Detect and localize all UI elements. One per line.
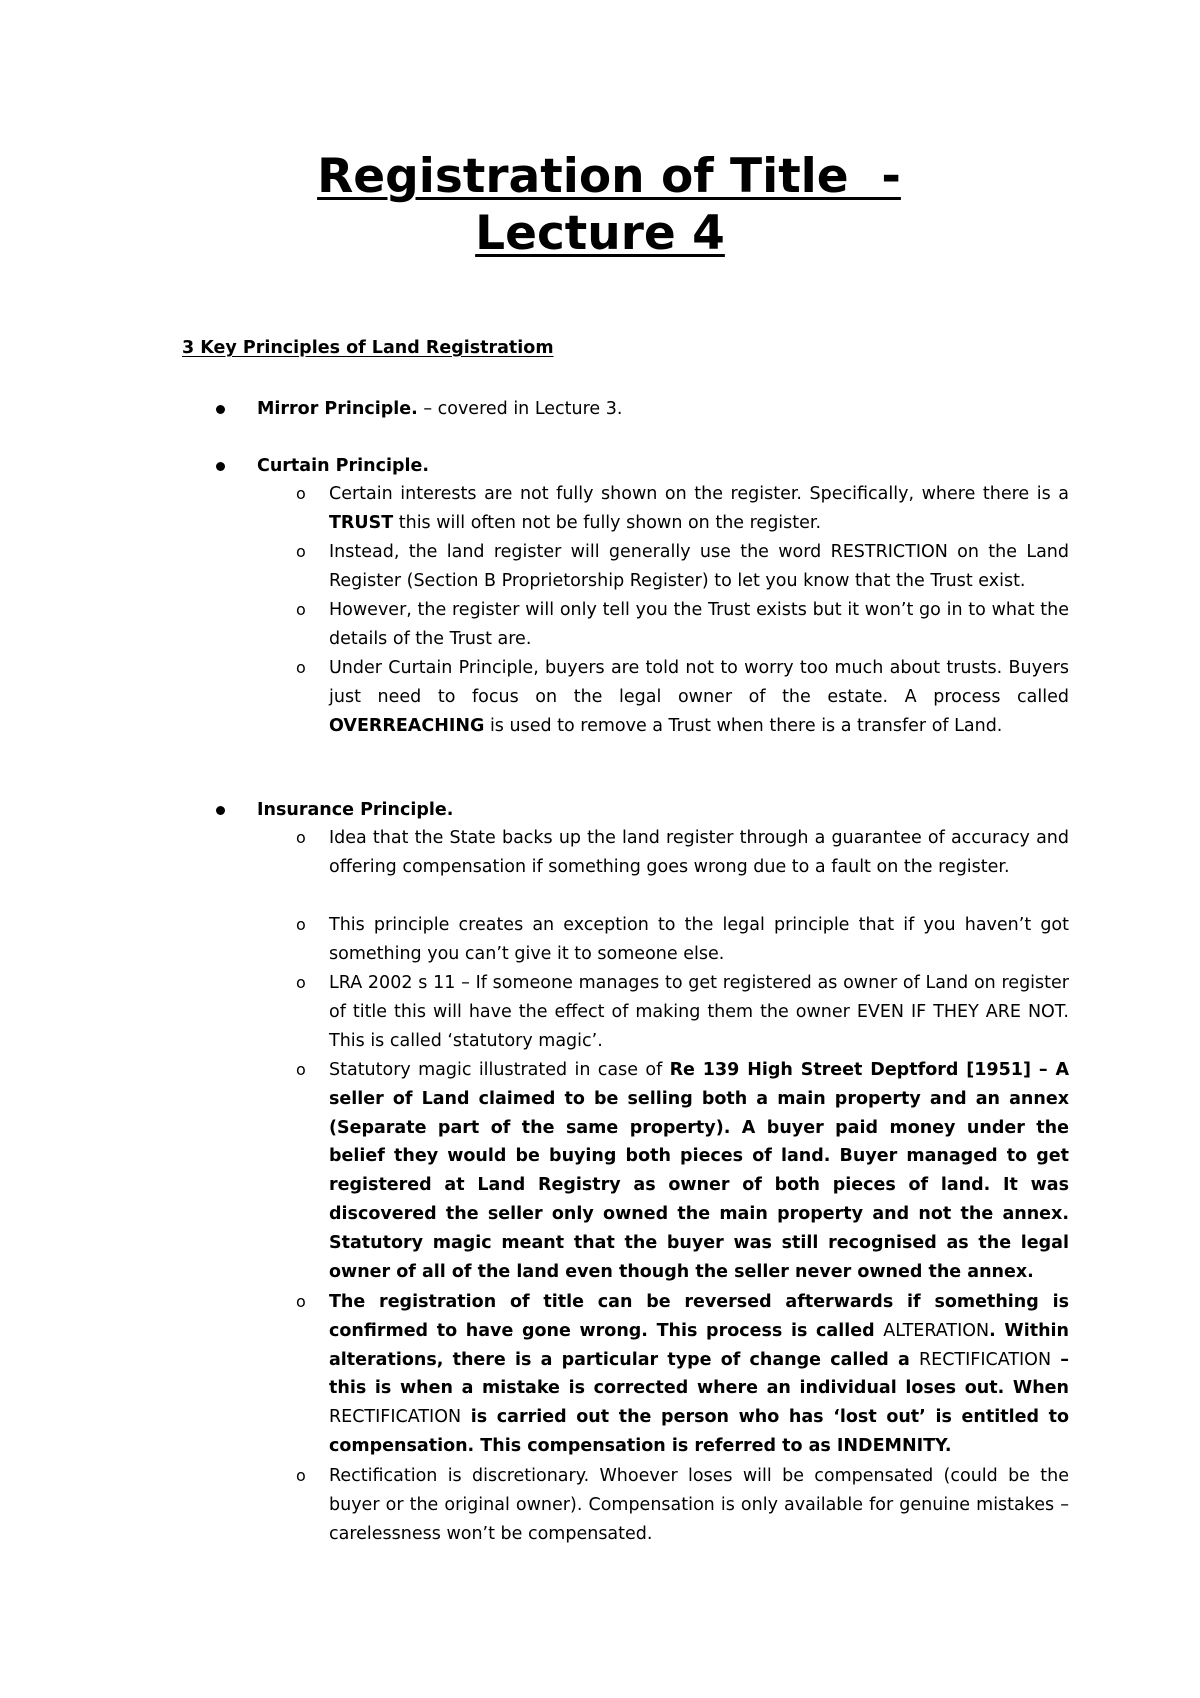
curtain-item-4: Under Curtain Principle, buyers are told not to worry too much about trusts. Buyers just need to focus on the legal owner of the estate. A process called OVERREACHING is used to remove a Trust when there is a transfer of Land. — [329, 658, 1069, 736]
curtain-item-3: However, the register will only tell you the Trust exists but it won’t go in to what the details of the Trust are. — [329, 600, 1069, 649]
title-line-1: Registration of Title - — [317, 149, 901, 204]
sub-bullet-marker: o — [296, 828, 306, 847]
sub-bullet-marker: o — [296, 1466, 306, 1485]
sub-bullet-marker: o — [296, 600, 306, 619]
sub-bullet-marker: o — [296, 973, 306, 992]
insurance-principle-label: Insurance Principle. — [257, 800, 454, 820]
mirror-principle-label: Mirror Principle. — [257, 399, 418, 419]
mirror-principle-suffix: – covered in Lecture 3. — [417, 399, 623, 419]
sub-bullet-marker: o — [296, 1060, 306, 1079]
sub-bullet-marker: o — [296, 542, 306, 561]
insurance-item-4: Statutory magic illustrated in case of Re 139 High Street Deptford [1951] – A seller of Land claimed to be selling both a main property and an annex (Separate part of the same property). A buyer paid money under the belief they would be buying both pieces of land. Buyer managed to get registered at Land Registry as owner of both pieces of land. It was discovered the seller only owned the main property and not the annex. Statutory magic meant that the buyer was still recognised as the legal owner of all of the land even though the seller never owned the annex. — [329, 1060, 1069, 1282]
curtain-item-2: Instead, the land register will generally use the word RESTRICTION on the Land Register (Section B Proprietorship Register) to let you know that the Trust exist. — [329, 542, 1069, 591]
section-heading: 3 Key Principles of Land Registratiom — [182, 338, 554, 358]
curtain-item-1: Certain interests are not fully shown on the register. Specifically, where there is a TRUST this will often not be fully shown on the register. — [329, 484, 1069, 533]
sub-bullet-marker: o — [296, 484, 306, 503]
insurance-item-5: The registration of title can be reversed afterwards if something is confirmed to have gone wrong. This process is called ALTERATION. Within alterations, there is a particular type of change called a RECTIFICATION – this is when a mistake is corrected where an individual loses out. When RECTIFICATION is carried out the person who has ‘lost out’ is entitled to compensation. This compensation is referred to as INDEMNITY. — [329, 1292, 1069, 1456]
curtain-principle-label: Curtain Principle. — [257, 456, 429, 476]
bullet-dot — [216, 806, 225, 815]
bullet-dot — [216, 405, 225, 414]
title-line-2: Lecture 4 — [475, 206, 725, 261]
insurance-item-2: This principle creates an exception to the legal principle that if you haven’t got something you can’t give it to someone else. — [329, 915, 1069, 964]
mirror-principle-item — [257, 395, 622, 423]
document-title — [0, 148, 1200, 262]
bullet-dot — [216, 462, 225, 471]
sub-bullet-marker: o — [296, 915, 306, 934]
sub-bullet-marker: o — [296, 658, 306, 677]
sub-bullet-marker: o — [296, 1292, 306, 1311]
insurance-item-1: Idea that the State backs up the land register through a guarantee of accuracy and offering compensation if something goes wrong due to a fault on the register. — [329, 828, 1069, 877]
insurance-item-3: LRA 2002 s 11 – If someone manages to get registered as owner of Land on register of title this will have the effect of making them the owner EVEN IF THEY ARE NOT. This is called ‘statutory magic’. — [329, 973, 1069, 1051]
insurance-item-6: Rectification is discretionary. Whoever loses will be compensated (could be the buyer or the original owner). Compensation is only available for genuine mistakes – carelessness won’t be compensated. — [329, 1466, 1069, 1544]
